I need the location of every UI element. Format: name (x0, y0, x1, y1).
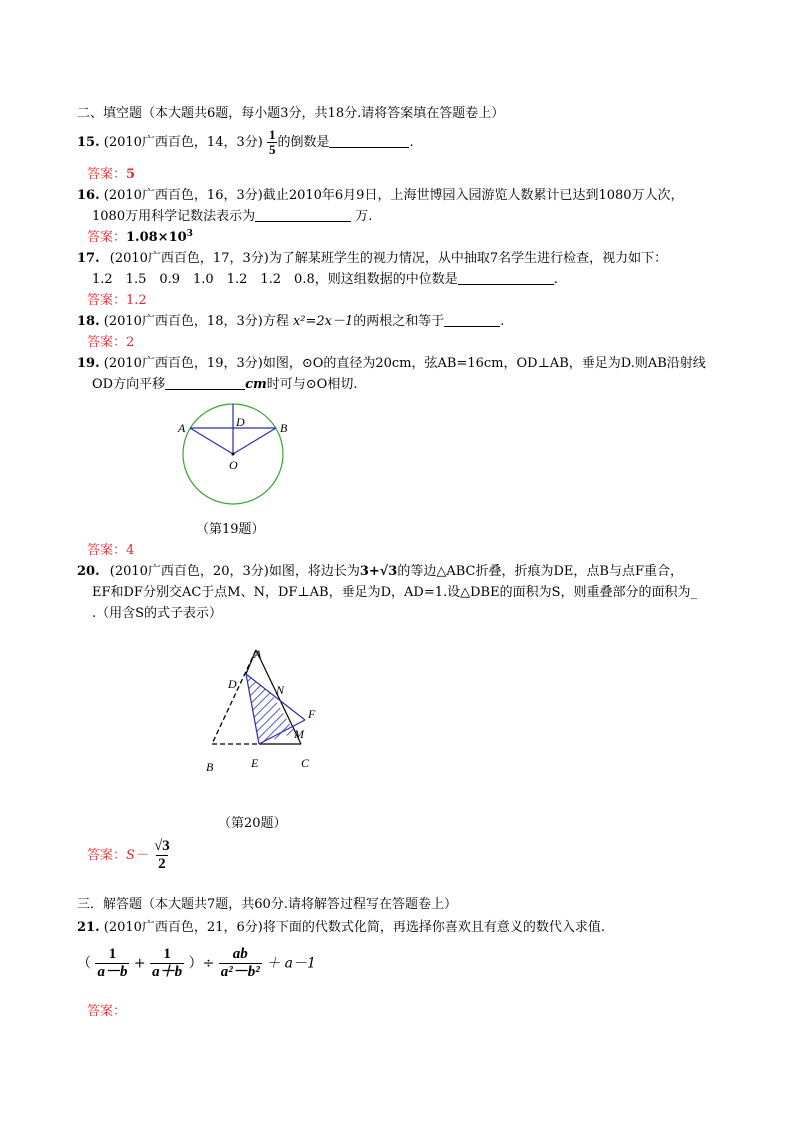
question-source: (2010广西百色，20，3分) (109, 564, 269, 579)
question-source: (2010广西百色，16，3分) (103, 188, 263, 203)
label-m: M (294, 727, 304, 741)
label-a: A (178, 421, 186, 435)
radius-ob (233, 428, 276, 454)
label-e: E (251, 756, 259, 770)
question-source: (2010广西百色，17，3分) (109, 251, 269, 266)
equation: x²=2x－1 (292, 314, 354, 329)
answer-19: 答案：4 (87, 543, 135, 558)
label-d: D (236, 415, 245, 429)
question-16-line2: 1080万用科学记数法表示为 万. (92, 209, 373, 224)
answer-18: 答案：2 (87, 335, 135, 350)
question-20: 20. (2010广西百色，20，3分)如图，将边长为3+√3的等边△ABC折叠，折痕为DE，点B与点F重合， (77, 564, 683, 579)
question-18: 18. (2010广西百色，18，3分)方程 x²=2x－1的两根之和等于 . (77, 314, 505, 329)
question-text: 将下面的代数式化简，再选择你喜欢且有意义的数代入求值. (262, 920, 605, 935)
question-source: (2010广西百色，19，3分) (103, 356, 263, 371)
overlap-region (246, 674, 295, 744)
question-15: 15. (2010广西百色，14，3分) $\frac{1}{5}$ 的倒数是 . (77, 127, 414, 157)
question-17 (77, 247, 667, 266)
expression-21: （ $\frac{1}{a-b}$ + $\frac{1}{a+b}$ ）÷ $\frac{ab}{\text{a²－b²}}$ ＋ a－1 (77, 946, 316, 980)
question-17-line2: 1.2 1.5 0.9 1.0 1.2 1.2 0.8，则这组数据的中位数是 . (92, 272, 558, 287)
question-19 (77, 352, 706, 371)
question-20-line2: EF和DF分别交AC于点M、N，DF⊥AB，垂足为D，AD=1.设△DBE的面积为S，则重叠部分的面积为_ (92, 585, 697, 600)
question-text: 的倒数是 (277, 135, 330, 150)
answer-fraction: $\frac{√3}{2}$ (154, 838, 170, 872)
question-text: 如图，⊙O的直径为20cm，弦AB=16cm，OD⊥AB，垂足为D.则AB沿射线 (262, 356, 706, 371)
data-values: 1.2 1.5 0.9 1.0 1.2 1.2 0.8， (92, 272, 328, 287)
question-source: (2010广西百色，21，6分) (103, 920, 263, 935)
side-length: 3+√3 (359, 564, 398, 579)
question-20-line3: .（用含S的式子表示） (92, 606, 223, 621)
question-number: 15. (77, 135, 100, 150)
section-heading-solutions: 三．解答题（本大题共7题，共60分.请将解答过程写在答题卷上） (77, 897, 457, 912)
question-text: 为了解某班学生的视力情况，从中抽取7名学生进行检查，视力如下： (268, 251, 668, 266)
question-16 (77, 184, 684, 203)
label-b: B (280, 421, 288, 435)
question-text: 截止2010年6月9日，上海世博园入园游览人数累计已达到1080万人次， (262, 188, 684, 203)
dashed-edge-ab (212, 650, 256, 744)
answer-blank (165, 376, 245, 390)
figure-19-caption: （第19题） (196, 522, 265, 537)
answer-16: 答案：$1.08\times 10^3$ (87, 229, 193, 245)
figure-19 (170, 395, 300, 510)
center-point (232, 453, 235, 456)
question-source: (2010广西百色，18，3分) (103, 314, 263, 329)
section-heading-fill-in: 二、填空题（本大题共6题，每小题3分，共18分.请将答案填在答题卷上） (77, 106, 505, 121)
question-source: (2010广西百色，14，3分) (103, 135, 263, 150)
answer-blank (458, 271, 554, 285)
answer-15: 答案：5 (87, 167, 136, 182)
figure-20-caption: （第20题） (218, 816, 287, 831)
label-b: B (206, 760, 214, 774)
answer-blank (255, 208, 351, 222)
question-number: 16. (77, 188, 100, 203)
question-number: 19. (77, 356, 100, 371)
figure-20 (195, 640, 330, 775)
question-19-line2: OD方向平移 cm时可与⊙O相切. (92, 377, 358, 392)
label-o: O (229, 458, 238, 472)
label-d: D (228, 677, 237, 691)
answer-17: 答案：1.2 (87, 293, 147, 308)
question-number: 21. (77, 920, 100, 935)
label-f: F (308, 707, 316, 721)
radius-oa (190, 428, 233, 454)
fraction-one-fifth: $\frac{1}{5}$ (268, 127, 276, 157)
answer-21: 答案： (87, 1004, 127, 1019)
label-c: C (301, 756, 310, 770)
answer-20: 答案：S－ $\frac{√3}{2}$ (87, 838, 170, 872)
question-number: 17. (77, 251, 100, 266)
question-number: 18. (77, 314, 100, 329)
question-number: 20. (77, 564, 100, 579)
answer-blank (444, 313, 500, 327)
question-21 (77, 916, 605, 935)
label-a: A (254, 647, 262, 661)
label-n: N (276, 683, 285, 697)
answer-blank (329, 134, 409, 148)
